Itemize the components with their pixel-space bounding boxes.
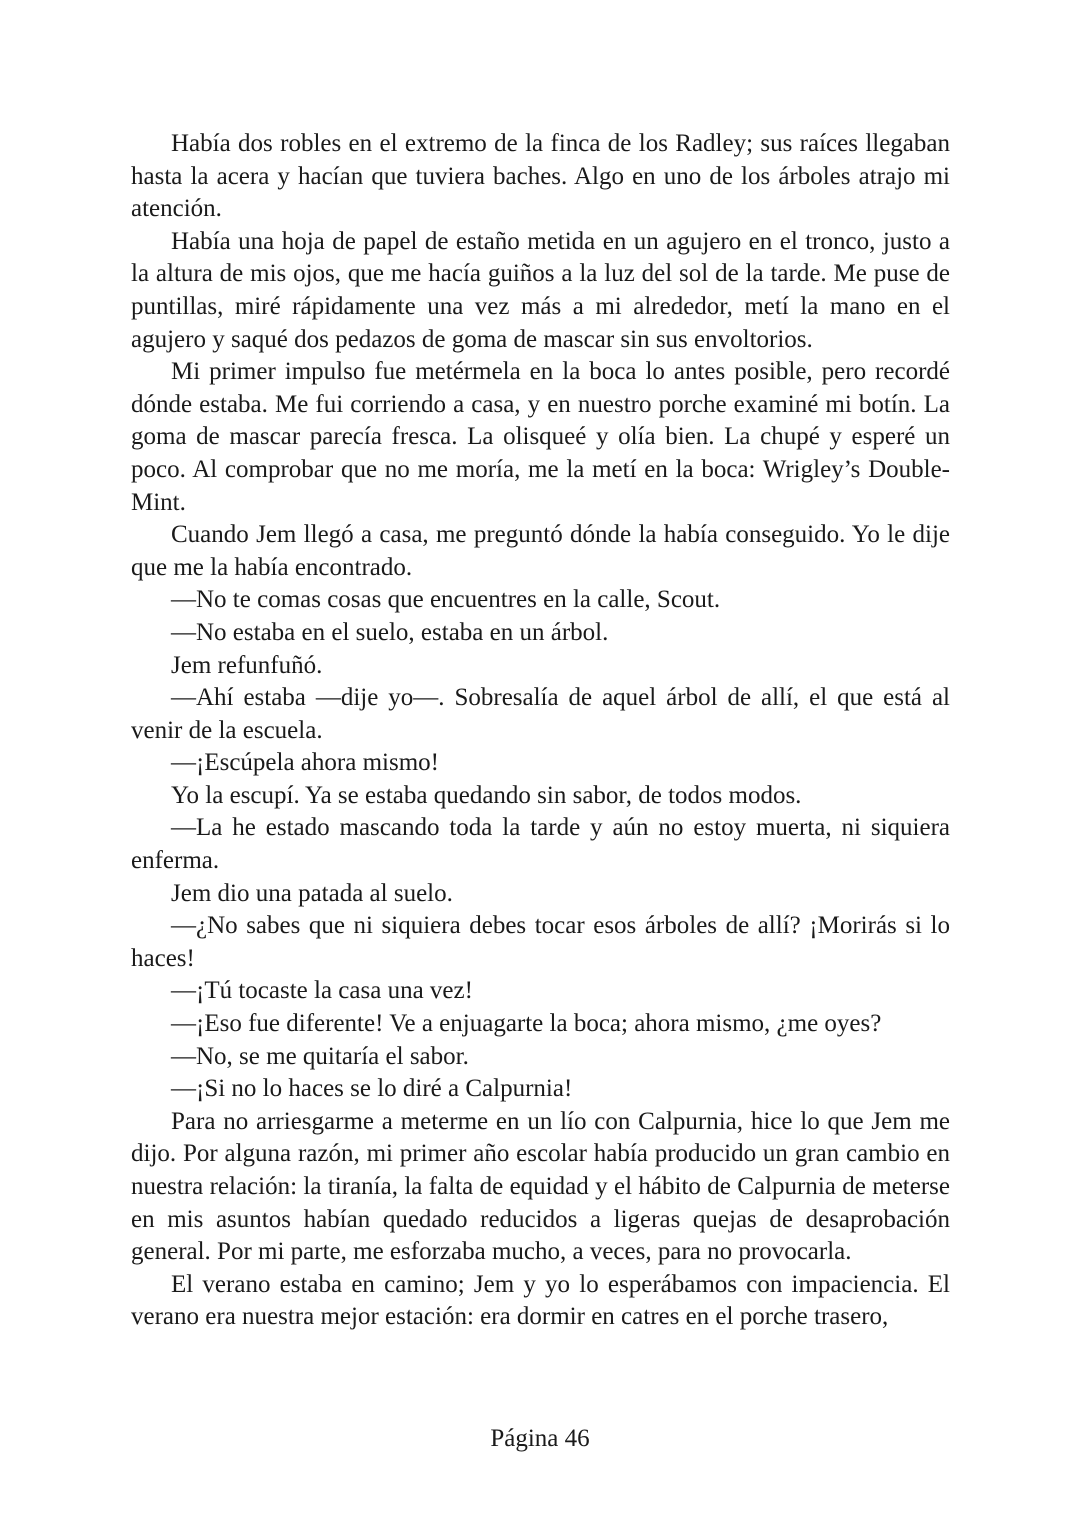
dialogue-line: —¡Si no lo haces se lo diré a Calpurnia!: [171, 1075, 573, 1103]
page-number: Página 46: [490, 1425, 590, 1452]
paragraph: Jem dio una patada al suelo.: [171, 879, 453, 907]
dialogue-line: —¡Eso fue diferente! Ve a enjuagarte la boca; ahora mismo, ¿me oyes?: [171, 1010, 882, 1038]
body-text: [131, 128, 950, 1334]
dialogue-line: —No, se me quitaría el sabor.: [171, 1042, 469, 1070]
paragraph: Había dos robles en el extremo de la finca de los Radley; sus raíces llegaban hasta la acera y hacían que tuviera baches. Algo en uno de los árboles atrajo mi atención.: [131, 130, 950, 223]
dialogue-line: —No te comas cosas que encuentres en la calle, Scout.: [171, 586, 721, 614]
paragraph: El verano estaba en camino; Jem y yo lo esperábamos con impaciencia. El verano era nuestra mejor estación: era dormir en catres en el porche trasero,: [131, 1270, 950, 1331]
dialogue-line: —No estaba en el suelo, estaba en un árbol.: [171, 618, 609, 646]
paragraph: Yo la escupí. Ya se estaba quedando sin sabor, de todos modos.: [171, 781, 802, 809]
dialogue-line: —¿No sabes que ni siquiera debes tocar esos árboles de allí? ¡Morirás si lo haces!: [131, 912, 950, 972]
paragraph: Para no arriesgarme a meterme en un lío con Calpurnia, hice lo que Jem me dijo. Por alguna razón, mi primer año escolar había producido un gran cambio en nuestra relación: la tiranía, la falta de equidad y el hábito de Calpurnia de meterse en mis asuntos habían quedado reducidos a ligeras quejas de desaprobación general. Por mi parte, me esforzaba mucho, a veces, para no provocarla.: [131, 1107, 950, 1266]
dialogue-line: —Ahí estaba —dije yo—. Sobresalía de aquel árbol de allí, el que está al venir de la escuela.: [131, 684, 950, 744]
paragraph: Había una hoja de papel de estaño metida en un agujero en el tronco, justo a la altura de mis ojos, que me hacía guiños a la luz del sol de la tarde. Me puse de puntillas, miré rápidamente una vez más a mi alrededor, metí la mano en el agujero y saqué dos pedazos de goma de mascar sin sus envoltorios.: [131, 227, 950, 353]
dialogue-line: —¡Tú tocaste la casa una vez!: [171, 977, 473, 1005]
paragraph: Jem refunfuñó.: [171, 651, 323, 679]
dialogue-line: —La he estado mascando toda la tarde y aún no estoy muerta, ni siquiera enferma.: [131, 814, 950, 875]
paragraph: Cuando Jem llegó a casa, me preguntó dónde la había conseguido. Yo le dije que me la había encontrado.: [131, 521, 950, 581]
dialogue-line: —¡Escúpela ahora mismo!: [171, 749, 439, 777]
paragraph: Mi primer impulso fue metérmela en la boca lo antes posible, pero recordé dónde estaba. Me fui corriendo a casa, y en nuestro porche examiné mi botín. La goma de mascar parecía fresca. La olisqueé y olía bien. La chupé y esperé un poco. Al comprobar que no me moría, me la metí en la boca: Wrigley’s Double-Mint.: [131, 358, 950, 516]
